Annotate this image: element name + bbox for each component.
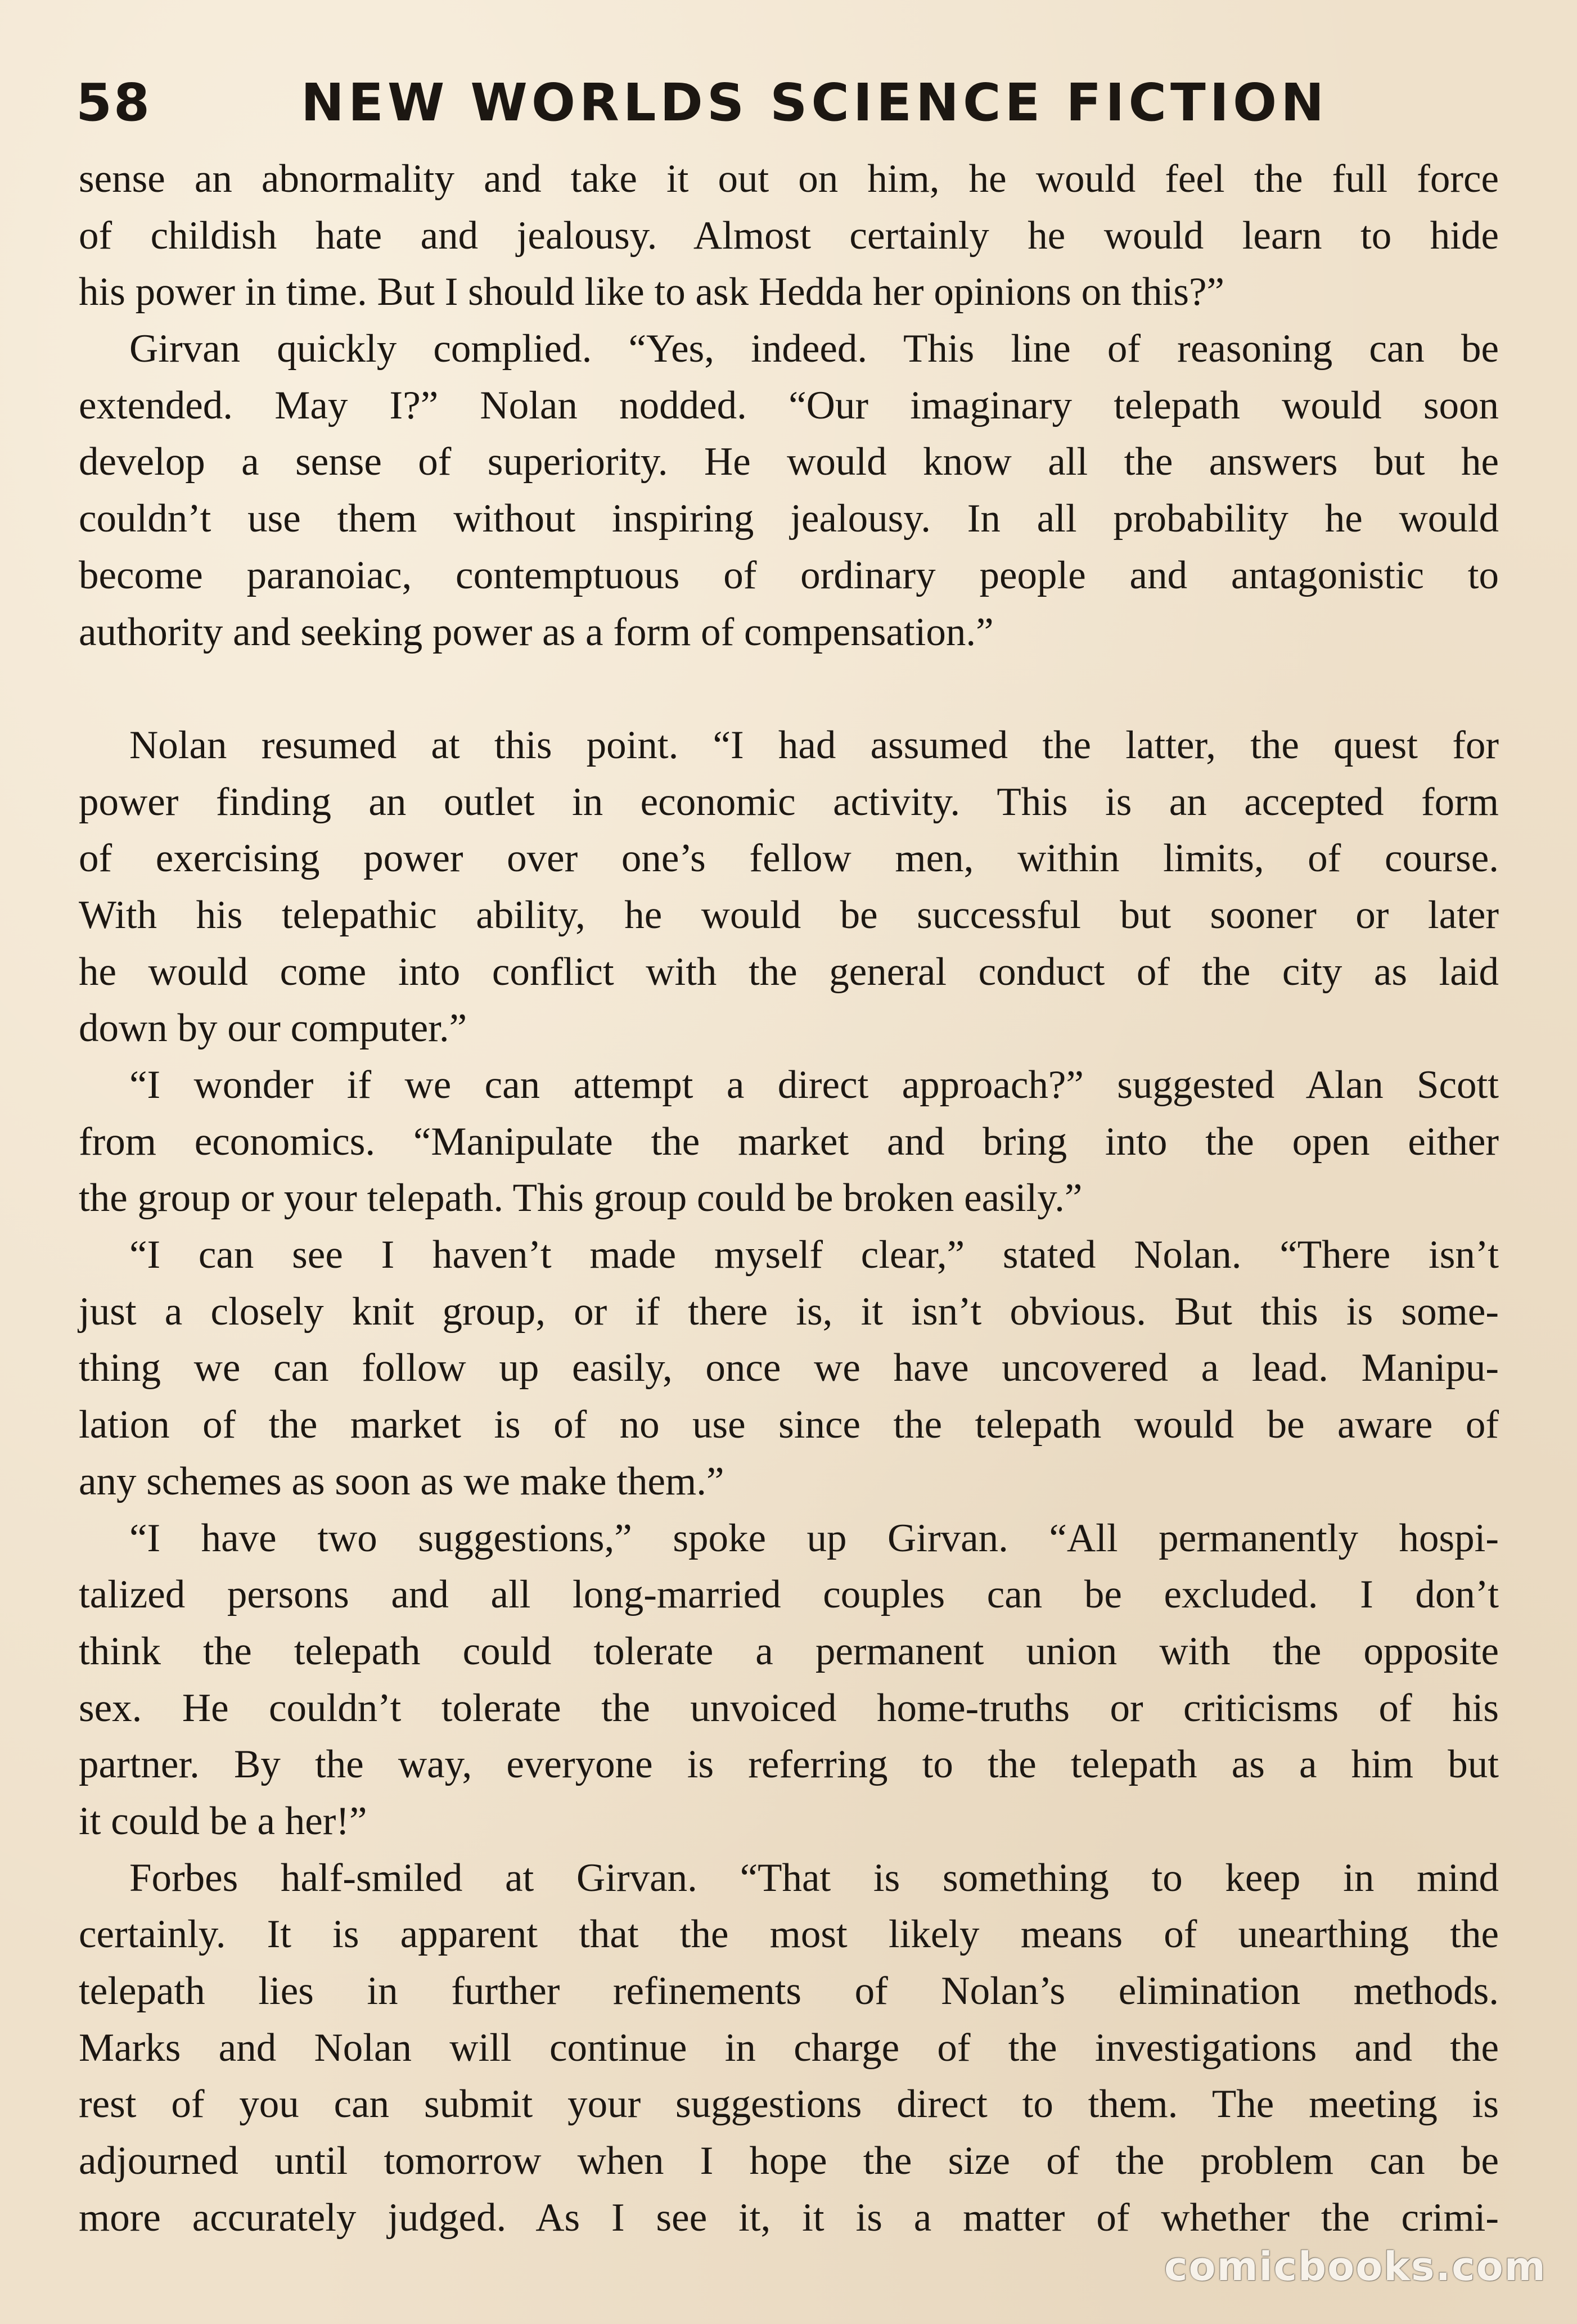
text-line: thing we can follow up easily, once we have uncovered a lead. Manipu- — [79, 1346, 1499, 1390]
text-line: power finding an outlet in economic activity. This is an accepted form — [79, 780, 1499, 824]
text-line: any schemes as soon as we make them.” — [79, 1459, 724, 1503]
text-line: become paranoiac, contemptuous of ordinary people and antagonistic to — [79, 553, 1499, 597]
text-line: from economics. “Manipulate the market and bring into the open either — [79, 1119, 1499, 1164]
text-line: With his telepathic ability, he would be successful but sooner or later — [79, 893, 1499, 937]
text-line: develop a sense of superiority. He would know all the answers but he — [79, 440, 1499, 484]
text-line: his power in time. But I should like to ask Hedda her opinions on this?” — [79, 270, 1225, 314]
text-line: authority and seeking power as a form of compensation.” — [79, 610, 994, 654]
text-line: “I have two suggestions,” spoke up Girvan. “All permanently hospi- — [129, 1516, 1499, 1560]
text-line: Forbes half-smiled at Girvan. “That is something to keep in mind — [129, 1855, 1499, 1900]
text-line: couldn’t use them without inspiring jealousy. In all probability he would — [79, 497, 1499, 541]
text-line: it could be a her!” — [79, 1799, 367, 1843]
text-line: just a closely knit group, or if there is, it isn’t obvious. But this is some- — [79, 1289, 1499, 1334]
text-line: of childish hate and jealousy. Almost certainly he would learn to hide — [79, 213, 1499, 258]
text-line: “I can see I haven’t made myself clear,” stated Nolan. “There isn’t — [129, 1233, 1499, 1277]
page-number: 58 — [76, 73, 152, 133]
text-line: lation of the market is of no use since the telepath would be aware of — [79, 1403, 1499, 1447]
text-line: Marks and Nolan will continue in charge of the investigations and the — [79, 2025, 1499, 2070]
blank-line — [79, 660, 1499, 717]
text-line: adjourned until tomorrow when I hope the size of the problem can be — [79, 2139, 1499, 2183]
magazine-title: NEW WORLDS SCIENCE FICTION — [301, 73, 1328, 133]
text-line: of exercising power over one’s fellow men, within limits, of course. — [79, 836, 1499, 881]
story-text — [79, 151, 1499, 2246]
text-line: extended. May I?” Nolan nodded. “Our imaginary telepath would soon — [79, 383, 1499, 427]
text-line: certainly. It is apparent that the most likely means of unearthing the — [79, 1912, 1499, 1957]
text-line: the group or your telepath. This group could be broken easily.” — [79, 1176, 1083, 1220]
text-line: Girvan quickly complied. “Yes, indeed. This line of reasoning can be — [129, 327, 1499, 371]
text-line: sex. He couldn’t tolerate the unvoiced home-truths or criticisms of his — [79, 1686, 1499, 1730]
text-line: down by our computer.” — [79, 1006, 467, 1051]
text-line: think the telepath could tolerate a permanent union with the opposite — [79, 1629, 1499, 1673]
text-line: partner. By the way, everyone is referring to the telepath as a him but — [79, 1742, 1499, 1787]
watermark: comicbooks.com — [1164, 2244, 1547, 2290]
text-line: sense an abnormality and take it out on him, he would feel the full force — [79, 157, 1499, 201]
text-line: Nolan resumed at this point. “I had assumed the latter, the quest for — [129, 723, 1499, 767]
text-line: rest of you can submit your suggestions direct to them. The meeting is — [79, 2082, 1499, 2127]
text-line: “I wonder if we can attempt a direct approach?” suggested Alan Scott — [129, 1063, 1499, 1107]
text-line: telepath lies in further refinements of Nolan’s elimination methods. — [79, 1969, 1499, 2013]
running-header — [76, 66, 1499, 139]
text-line: more accurately judged. As I see it, it is a matter of whether the crimi- — [79, 2195, 1499, 2240]
text-line: talized persons and all long-married couples can be excluded. I don’t — [79, 1573, 1499, 1617]
text-line: he would come into conflict with the general conduct of the city as laid — [79, 949, 1499, 994]
